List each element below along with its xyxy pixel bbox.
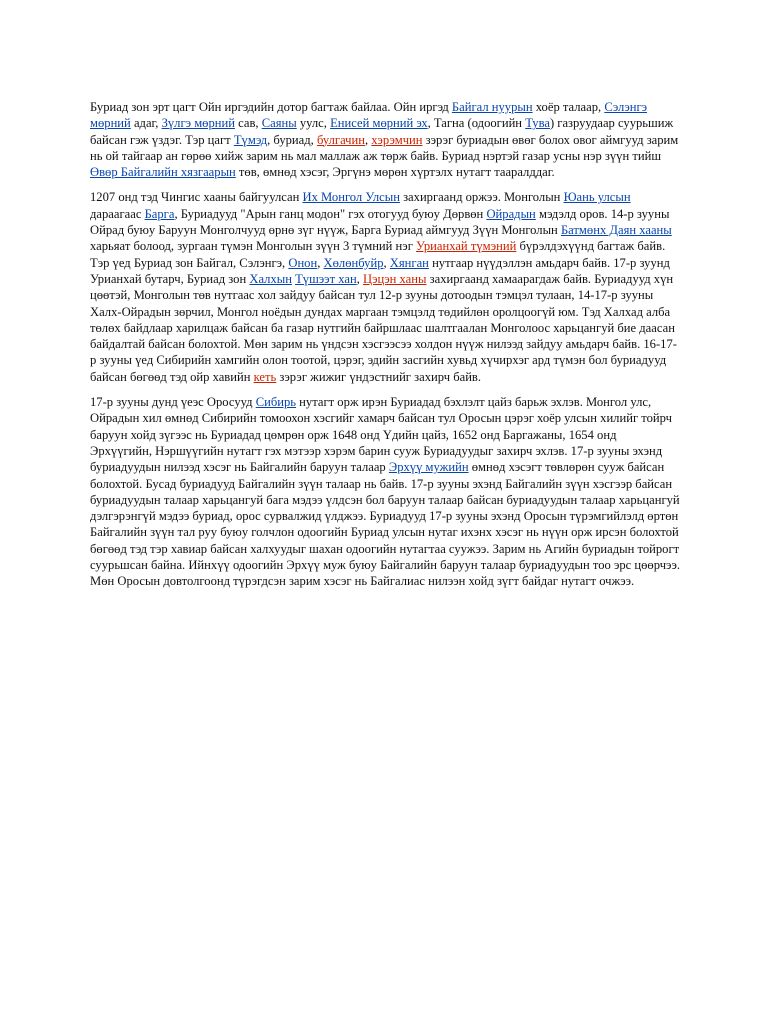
paragraph-text: уулс, [296,116,331,131]
paragraph-text: Буриад зон эрт цагт Ойн иргэдийн дотор багтаж байлаа. Ойн иргэд [90,100,452,114]
paragraph-text: нутгаар нүүдэллэн амьдарч байв. 17-р зуунд Урианхай бутарч, Буриад зон [90,255,670,286]
article-link[interactable]: Түмэд [233,132,268,147]
paragraph-text: , буриад, [267,132,317,147]
paragraph-text: зэрэг буриадын өвөг болох овог аймгууд зарим нь ой тайгаар ан гөрөө хийж зарим нь мал маллаж аж төрж байв. Буриад нэртэй газар усны нэр зүүн тийш [90,132,679,163]
paragraph-text: 17-р зууны дунд үеэс Оросууд [90,395,256,410]
article-body [90,99,680,599]
paragraph-text: захиргаанд оржээ. Монголын [399,190,564,205]
article-link[interactable]: Их Монгол Улсын [302,190,400,205]
article-link[interactable]: Ойрадын [486,206,536,221]
paragraph-text: , [383,255,390,270]
paragraph-text: хоёр талаар, [532,100,605,114]
article-link[interactable]: хэрэмчин [371,132,423,147]
article-link[interactable]: Эрхүү мужийн [388,460,469,475]
article-link[interactable]: Батмөнх Даян хааны [560,223,672,238]
paragraph-text: дараагаас [90,206,145,221]
paragraph-text: , [356,271,364,286]
article-link[interactable]: Цэцэн ханы [363,271,427,286]
article-link[interactable]: Хөлөнбуйр [323,255,384,270]
paragraph-text: харьяат болоод, зургаан түмэн Монголын зүүн 3 түмний нэг [90,239,417,254]
paragraph-text: зэрэг жижиг үндэстнийг захирч байв. [276,369,482,384]
article-link[interactable]: Хянган [389,255,429,270]
article-link[interactable]: Сэлэнгэ мөрний [90,100,648,131]
article-link[interactable]: Халхын [249,271,292,286]
article-link[interactable]: Тува [525,116,550,131]
paragraph-text: адаг, [130,116,162,131]
paragraph-text: өмнөд хэсэгт төвлөрөн сууж байсан болохтой. Бусад буриадууд Байгалийн зүүн талаар нь байв. 17-р зууны эхэнд Байгалийн зүүн хэсгээр байсан буриадуудын талаар харьцангуй бага мэдээ үлдсэн бол баруун талаар байсан буриадуудын талаар харьцангуй дэлгэрэнгүй мэдээ буриад, орос сурвалжид үлджээ. Буриадууд 17-р зууны эхэнд Оросын түрэмгийлэлд өртөн Байгалийн зүүн тал руу буюу голчлон одоогийн Буриад улсын нутаг ихэнх хэсэг нь нүүн орж ирсэн болохтой бөгөөд тэд тэр хавиар байсан халхуудыг шахан одоогийн нутагтаа суужээ. Зарим нь Агийн буриадын тойрогт суурьшсан байна. Ийнхүү одоогийн Эрхүү муж буюу Байгалийн баруун талаар буриадуудын тоо эрс цөөрчээ. Мөн Оросын довтолгоонд түрэгдсэн зарим хэсэг нь Байгалиас нилээн хойд зүгт байдаг нутагт очжээ. [90,460,680,589]
article-link[interactable]: Онон [288,255,318,270]
article-link[interactable]: Түшээт хан [295,271,357,286]
paragraph-1 [90,99,680,180]
article-link[interactable]: Байгал нуурын [451,100,533,114]
paragraph-text: төв, өмнөд хэсэг, Эргүнэ мөрөн хүртэлх нутагт тааралддаг. [235,165,555,180]
paragraph-text: , [365,132,372,147]
article-link[interactable]: кеть [253,369,277,384]
article-link[interactable]: Өвөр Байгалийн хязгаарын [90,165,236,180]
article-link[interactable]: Зүлгэ мөрний [161,116,235,131]
article-link[interactable]: Сибирь [255,395,297,410]
paragraph-text: ) газруудаар суурьшиж байсан гэж үздэг. Тэр цагт [90,116,674,147]
paragraph-text: мэдэлд оров. 14-р зууны Ойрад буюу Баруун Монголчууд өрнө зүг нүүж, Барга Буриад аймгууд Зүүн Монголын [90,206,670,238]
article-link[interactable]: Енисей мөрний эх [330,116,428,131]
paragraph-text: захиргаанд хамаарагдаж байв. Буриадууд хүн цөөтэй, Монголын төв нутгаас хол зайдуу байсан тул 12-р зууны дотоодын тэмцэл тулаан, 14-17-р зууны Халх-Ойрадын зөрчил, Монгол ноёдын дундах маргаан тэмцэлд төдийлөн оролцоогүй юм. Тэд Халхад алба төлөх байдлаар харилцаж байсан ба газар нутгийн байршлаас шалтгаалан Монголоос харьцангуй бие даасан байдалтай байсан болохтой. Мөн зарим нь үндсэн хэсгээсээ холдон нүүж нилээд зайдуу амьдарч байв. 16-17-р зууны үед Сибирийн хамгийн олон тоотой, цэрэг, эдийн засгийн хувьд хүчирхэг ард түмэн бол буриадууд байсан бөгөөд тэд ойр хавийн [90,271,677,384]
paragraph-text: , Буриадууд "Арын ганц модон" гэх отогууд буюу Дөрвөн [174,206,487,221]
paragraph-text: , Тагна (одоогийн [427,116,526,131]
paragraph-text: 1207 онд тэд Чингис хааны байгуулсан [90,190,303,205]
article-link[interactable]: Урианхай түмэний [416,239,517,254]
article-link[interactable]: Юань улсын [563,190,631,205]
paragraph-3 [90,394,680,590]
paragraph-text: , [317,255,324,270]
article-link[interactable]: Саяны [261,116,297,131]
paragraph-2 [90,189,680,385]
article-link[interactable]: Барга [144,206,175,221]
paragraph-text: нутагт орж ирэн Буриадад бэхлэлт цайз барьж эхлэв. Монгол улс, Ойрадын хил өмнөд Сибирийн томоохон хэсгийг хамарч байсан тул Оросын цэрэг хоёр улсын хилийг тойрч баруун хойд зүгээс нь Буриадад цөмрөн орж 1648 онд Үдийн цайз, 1652 онд Баргажаны, 1654 онд Эрхүүгийн, Нэршүүгийн нутагт гэх мэтээр хэрэм барин сууж Буриадуудыг захирч эхлэв. 17-р зууны эхэнд буриадуудын нилээд хэсэг нь Байгалийн баруун талаар [90,395,672,475]
paragraph-text: бүрэлдэхүүнд багтаж байв. Тэр үед Буриад зон Байгал, Сэлэнгэ, [90,239,666,270]
paragraph-text: сав, [234,116,262,131]
article-link[interactable]: булгачин [316,132,365,147]
